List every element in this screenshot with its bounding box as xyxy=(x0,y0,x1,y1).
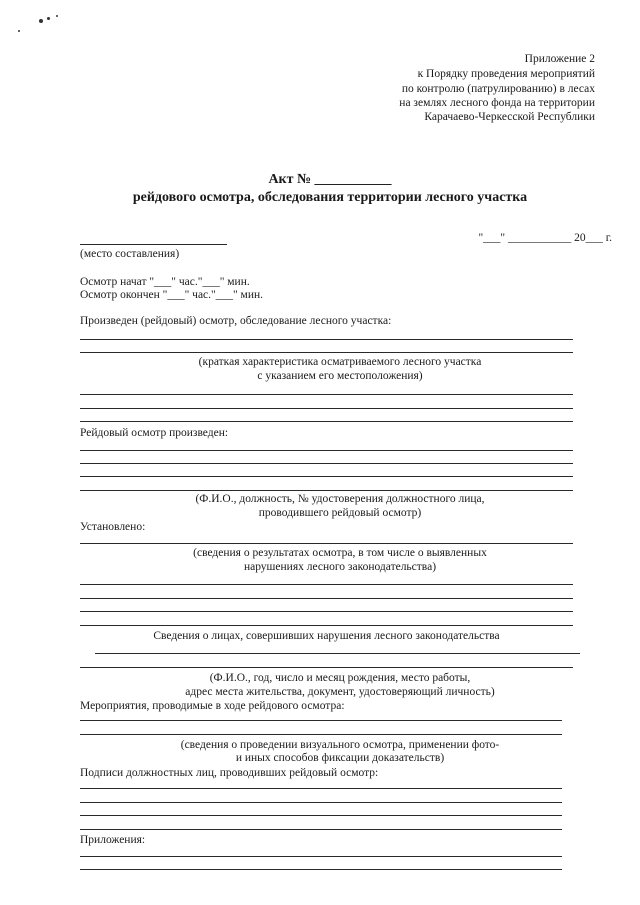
violators-caption: (Ф.И.О., год, число и месяц рождения, место работы, xyxy=(209,672,471,684)
fill-line xyxy=(80,394,573,395)
fill-line xyxy=(80,829,562,830)
inspection-end: Осмотр окончен "___" час."___" мин. xyxy=(80,289,264,301)
measures-caption: и иных способов фиксации доказательств) xyxy=(235,752,445,764)
fill-line xyxy=(80,788,562,789)
signatures-label: Подписи должностных лиц, проводивших рейдовый осмотр: xyxy=(80,767,379,779)
fill-line xyxy=(80,421,573,422)
fill-line xyxy=(80,611,573,612)
area-caption: (краткая характеристика осматриваемого лесного участка xyxy=(198,356,482,368)
fill-line xyxy=(80,543,573,544)
inspection-start: Осмотр начат "___" час."___" мин. xyxy=(80,276,250,288)
established-label: Установлено: xyxy=(80,521,146,533)
fill-line xyxy=(80,450,573,451)
act-subtitle: рейдового осмотра, обследования территории лесного участка xyxy=(132,190,528,205)
fill-line xyxy=(80,339,573,340)
fill-line xyxy=(80,490,573,491)
act-number-title: Акт № ___________ xyxy=(268,172,392,187)
fill-line xyxy=(80,408,573,409)
fill-line xyxy=(80,802,562,803)
fill-line xyxy=(80,856,562,857)
fill-line xyxy=(95,653,580,654)
area-caption: с указанием его местоположения) xyxy=(257,370,423,382)
inspector-label: Рейдовый осмотр произведен: xyxy=(80,427,229,439)
appendix-line: Карачаево-Черкесской Республики xyxy=(424,111,595,123)
appendix-line: по контролю (патрулированию) в лесах xyxy=(401,83,595,95)
date-field: "___" ___________ 20___ г. xyxy=(478,232,612,244)
appendix-line: Приложение 2 xyxy=(524,53,595,65)
fill-line xyxy=(80,476,573,477)
fill-line xyxy=(80,869,562,870)
inspector-caption: проводившего рейдовый осмотр) xyxy=(258,507,422,519)
fill-line xyxy=(80,815,562,816)
measures-caption: (сведения о проведении визуального осмотра, применении фото- xyxy=(180,739,500,751)
appendix-line: на землях лесного фонда на территории xyxy=(399,97,595,109)
fill-line xyxy=(80,352,573,353)
fill-line xyxy=(80,667,573,668)
inspector-caption: (Ф.И.О., должность, № удостоверения должностного лица, xyxy=(195,493,485,505)
place-line xyxy=(80,244,227,245)
fill-line xyxy=(80,584,573,585)
established-caption: нарушениях лесного законодательства) xyxy=(243,561,437,573)
place-caption: (место составления) xyxy=(80,248,180,260)
violators-caption: адрес места жительства, документ, удостоверяющий личность) xyxy=(185,686,495,698)
fill-line xyxy=(80,463,573,464)
fill-line xyxy=(80,625,573,626)
measures-label: Мероприятия, проводимые в ходе рейдового осмотра: xyxy=(80,700,345,712)
fill-line xyxy=(80,598,573,599)
fill-line xyxy=(80,734,562,735)
appendix-line: к Порядку проведения мероприятий xyxy=(417,68,595,80)
attachments-label: Приложения: xyxy=(80,834,146,846)
violators-label: Сведения о лицах, совершивших нарушения лесного законодательства xyxy=(153,630,500,642)
fill-line xyxy=(80,720,562,721)
area-label: Произведен (рейдовый) осмотр, обследование лесного участка: xyxy=(80,315,392,327)
established-caption: (сведения о результатах осмотра, в том числе о выявленных xyxy=(193,547,487,559)
